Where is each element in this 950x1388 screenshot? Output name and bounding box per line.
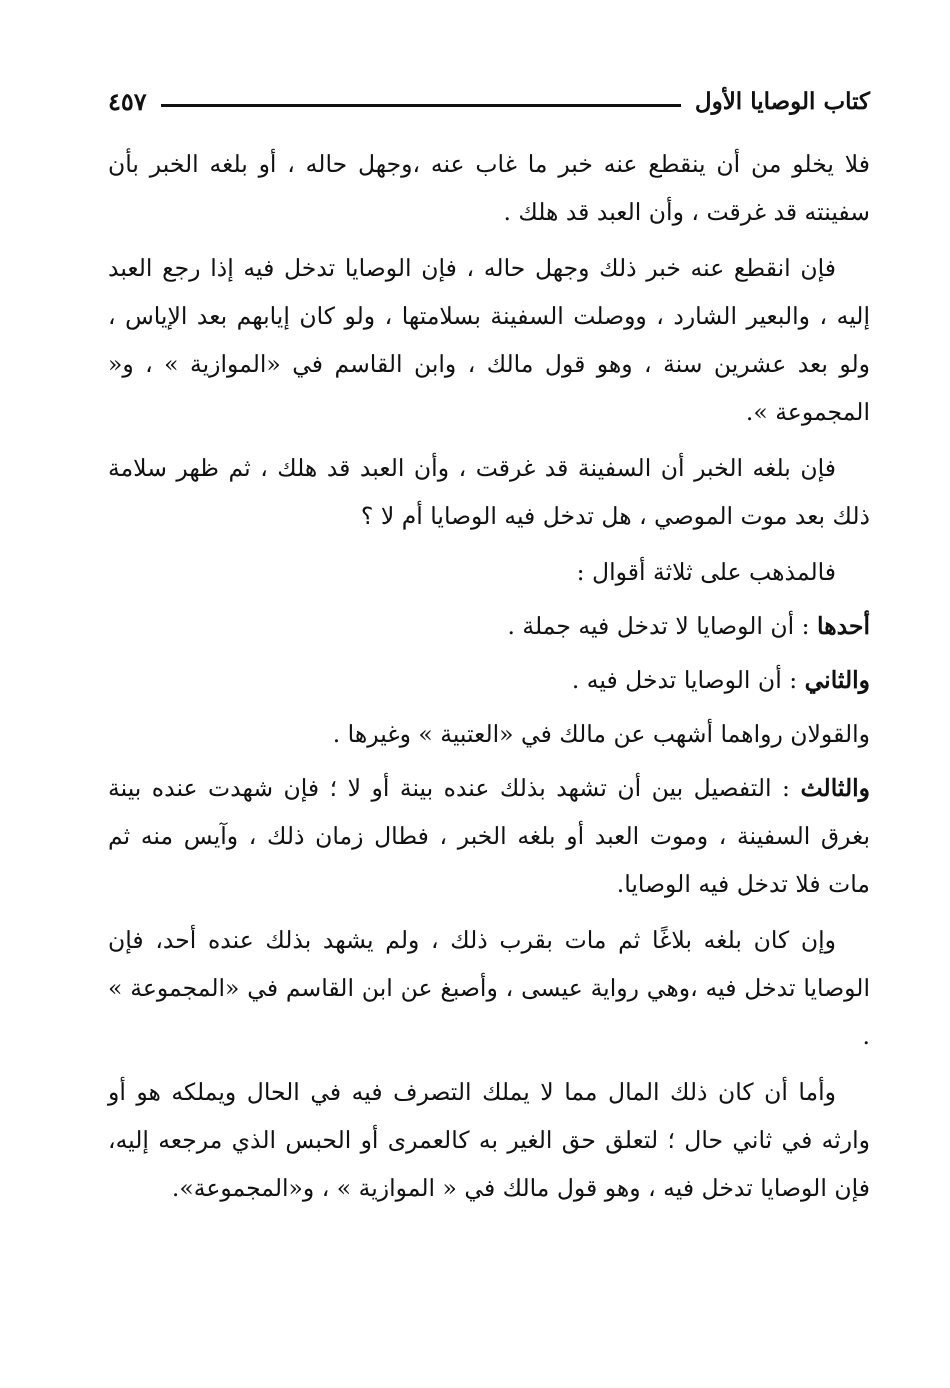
paragraph-3	[108, 444, 870, 540]
paragraph-5	[108, 602, 870, 650]
paragraph-text: : أن الوصايا لا تدخل فيه جملة .	[507, 612, 818, 640]
paragraph-10	[108, 1068, 870, 1212]
paragraph-1	[108, 140, 870, 236]
paragraph-text: فإن انقطع عنه خبر ذلك وجهل حاله ، فإن الوصايا تدخل فيه إذا رجع العبد إليه ، والبعير الشارد ، ووصلت السفينة بسلامتها ، ولو كان إيابهم بعد الإياس ، ولو بعد عشرين سنة ، وهو قول مالك ، وابن القاسم في «الموازية » ، و« المجموعة ».	[108, 254, 870, 426]
page-number: ٤٥٧	[108, 86, 147, 116]
paragraph-lead: أحدها	[817, 612, 870, 640]
paragraph-7	[108, 710, 870, 758]
body-text	[108, 140, 870, 1220]
running-header	[108, 84, 870, 118]
paragraph-text: وأما أن كان ذلك المال مما لا يملك التصرف فيه في الحال ويملكه هو أو وارثه في ثاني حال ؛ لتعلق حق الغير به كالعمرى أو الحبس الذي مرجعه إليه، فإن الوصايا تدخل فيه ، وهو قول مالك في « الموازية » ، و«المجموعة».	[108, 1078, 870, 1202]
paragraph-8	[108, 764, 870, 908]
paragraph-9	[108, 916, 870, 1060]
paragraph-lead: والثاني	[804, 666, 870, 694]
paragraph-text: وإن كان بلغه بلاغًا ثم مات بقرب ذلك ، ولم يشهد بذلك عنده أحد، فإن الوصايا تدخل فيه ،وهي رواية عيسى ، وأصبغ عن ابن القاسم في «المجموعة » .	[108, 926, 870, 1050]
paragraph-text: فالمذهب على ثلاثة أقوال :	[576, 558, 836, 586]
paragraph-text: والقولان رواهما أشهب عن مالك في «العتبية » وغيرها .	[332, 720, 870, 748]
paragraph-6	[108, 656, 870, 704]
header-rule	[161, 104, 681, 107]
paragraph-text: : أن الوصايا تدخل فيه .	[571, 666, 805, 694]
paragraph-4	[108, 548, 870, 596]
paragraph-text: : التفصيل بين أن تشهد بذلك عنده بينة أو لا ؛ فإن شهدت عنده بينة بغرق السفينة ، وموت العبد أو بلغه الخبر ، فطال زمان ذلك ، وآيس منه ثم مات فلا تدخل فيه الوصايا.	[108, 774, 870, 898]
paragraph-2	[108, 244, 870, 436]
paragraph-lead: والثالث	[800, 774, 870, 802]
paragraph-text: فإن بلغه الخبر أن السفينة قد غرقت ، وأن العبد قد هلك ، ثم ظهر سلامة ذلك بعد موت الموصي ، هل تدخل فيه الوصايا أم لا ؟	[108, 454, 870, 530]
header-title: كتاب الوصايا الأول	[694, 87, 870, 115]
paragraph-text: فلا يخلو من أن ينقطع عنه خبر ما غاب عنه ،وجهل حاله ، أو بلغه الخبر بأن سفينته قد غرقت ، وأن العبد قد هلك .	[108, 150, 870, 226]
